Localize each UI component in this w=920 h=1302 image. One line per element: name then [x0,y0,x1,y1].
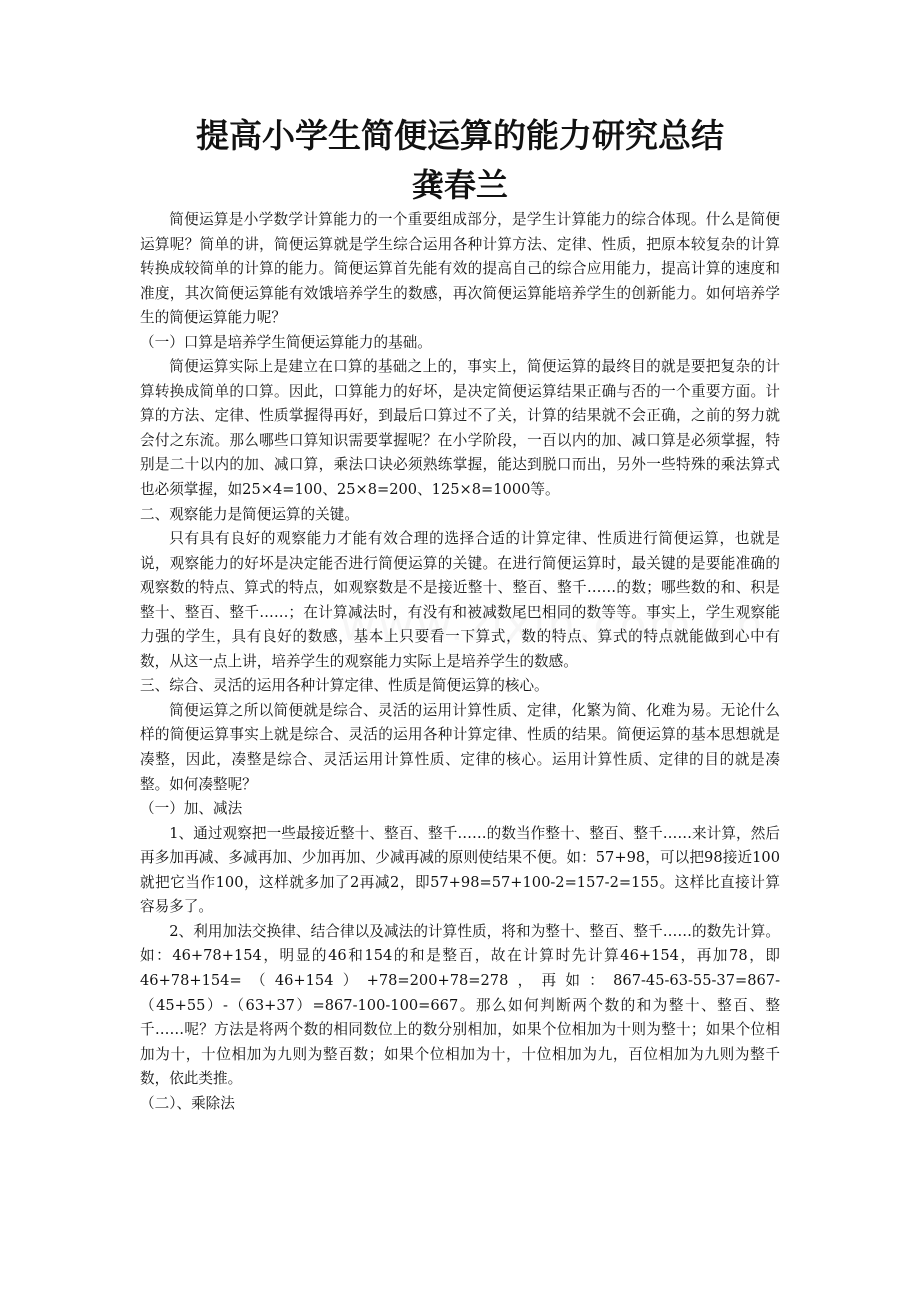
section-heading-oral-calc: （一）口算是培养学生简便运算能力的基础。 [140,333,432,351]
document-author: 龚春兰 [411,166,508,204]
subsection-heading-mul-div: （二）、乘除法 [140,1094,235,1112]
document-body [140,208,780,1116]
paragraph-add-sub-2: 2、利用加法交换律、结合律以及减法的计算性质，将和为整十、整百、整千……的数先计算。如：46+78+154，明显的46和154的和是整百，故在计算时先计算46+154，再加78，即46+78+154=（46+154）+78=200+78=278，再如：867-45-63-55-37=867-（45+55）-（63+37）=867-100-100=667。那么如何判断两个数的和为整十、整百、整千……呢？方法是将两个数的相同数位上的数分别相加，如果个位相加为十则为整十；如果个位相加为十，十位相加为九则为整百数；如果个位相加为十，十位相加为九，百位相加为九则为整千数，依此类推。 [140,922,780,1088]
paragraph-laws: 简便运算之所以简便就是综合、灵活的运用计算性质、定律，化繁为简、化难为易。无论什么样的简便运算事实上就是综合、灵活的运用各种计算定律、性质的结果。简便运算的基本思想就是凑整，因此，凑整是综合、灵活运用计算性质、定律的核心。运用计算性质、定律的目的就是凑整。如何凑整呢？ [140,701,780,793]
document-title: 提高小学生简便运算的能力研究总结 [196,116,724,155]
paragraph-observation: 只有具有良好的观察能力才能有效合理的选择合适的计算定律、性质进行简便运算，也就是说，观察能力的好坏是决定能否进行简便运算的关键。在进行简便运算时，最关键的是要能准确的观察数的特点、算式的特点，如观察数是不是接近整十、整百、整千……的数；哪些数的和、积是整十、整百、整千……；在计算减法时，有没有和被减数尾巴相同的数等等。事实上，学生观察能力强的学生，具有良好的数感，基本上只要看一下算式，数的特点、算式的特点就能做到心中有数，从这一点上讲，培养学生的观察能力实际上是培养学生的数感。 [140,530,780,670]
section-heading-laws: 三、综合、灵活的运用各种计算定律、性质是简便运算的核心。 [140,677,549,695]
paragraph-add-sub-1: 1、通过观察把一些最接近整十、整百、整千……的数当作整十、整百、整千……来计算，然后再多加再减、多减再加、少加再加、少减再减的原则使结果不便。如：57+98，可以把98接近100就把它当作100，这样就多加了2再减2，即57+98=57+100-2=157-2=155。这样比直接计算容易多了。 [140,824,780,916]
paragraph-intro: 简便运算是小学数学计算能力的一个重要组成部分，是学生计算能力的综合体现。什么是简便运算呢？简单的讲，简便运算就是学生综合运用各种计算方法、定律、性质，把原本较复杂的计算转换成较简单的计算的能力。简便运算首先能有效的提高自己的综合应用能力，提高计算的速度和准度，其次简便运算能有效饿培养学生的数感，再次简便运算能培养学生的创新能力。如何培养学生的简便运算能力呢？ [140,211,780,327]
paragraph-oral-calc: 简便运算实际上是建立在口算的基础之上的，事实上，简便运算的最终目的就是要把复杂的计算转换成简单的口算。因此，口算能力的好坏，是决定简便运算结果正确与否的一个重要方面。计算的方法、定律、性质掌握得再好，到最后口算过不了关，计算的结果就不会正确，之前的努力就会付之东流。那么哪些口算知识需要掌握呢？在小学阶段，一百以内的加、减口算是必须掌握，特别是二十以内的加、减口算，乘法口诀必须熟练掌握，能达到脱口而出，另外一些特殊的乘法算式也必须掌握，如25×4=100、25×8=200、125×8=1000等。 [140,358,780,499]
section-heading-observation: 二、观察能力是简便运算的关键。 [140,505,359,523]
subsection-heading-add-sub: （一）加、减法 [140,800,243,818]
